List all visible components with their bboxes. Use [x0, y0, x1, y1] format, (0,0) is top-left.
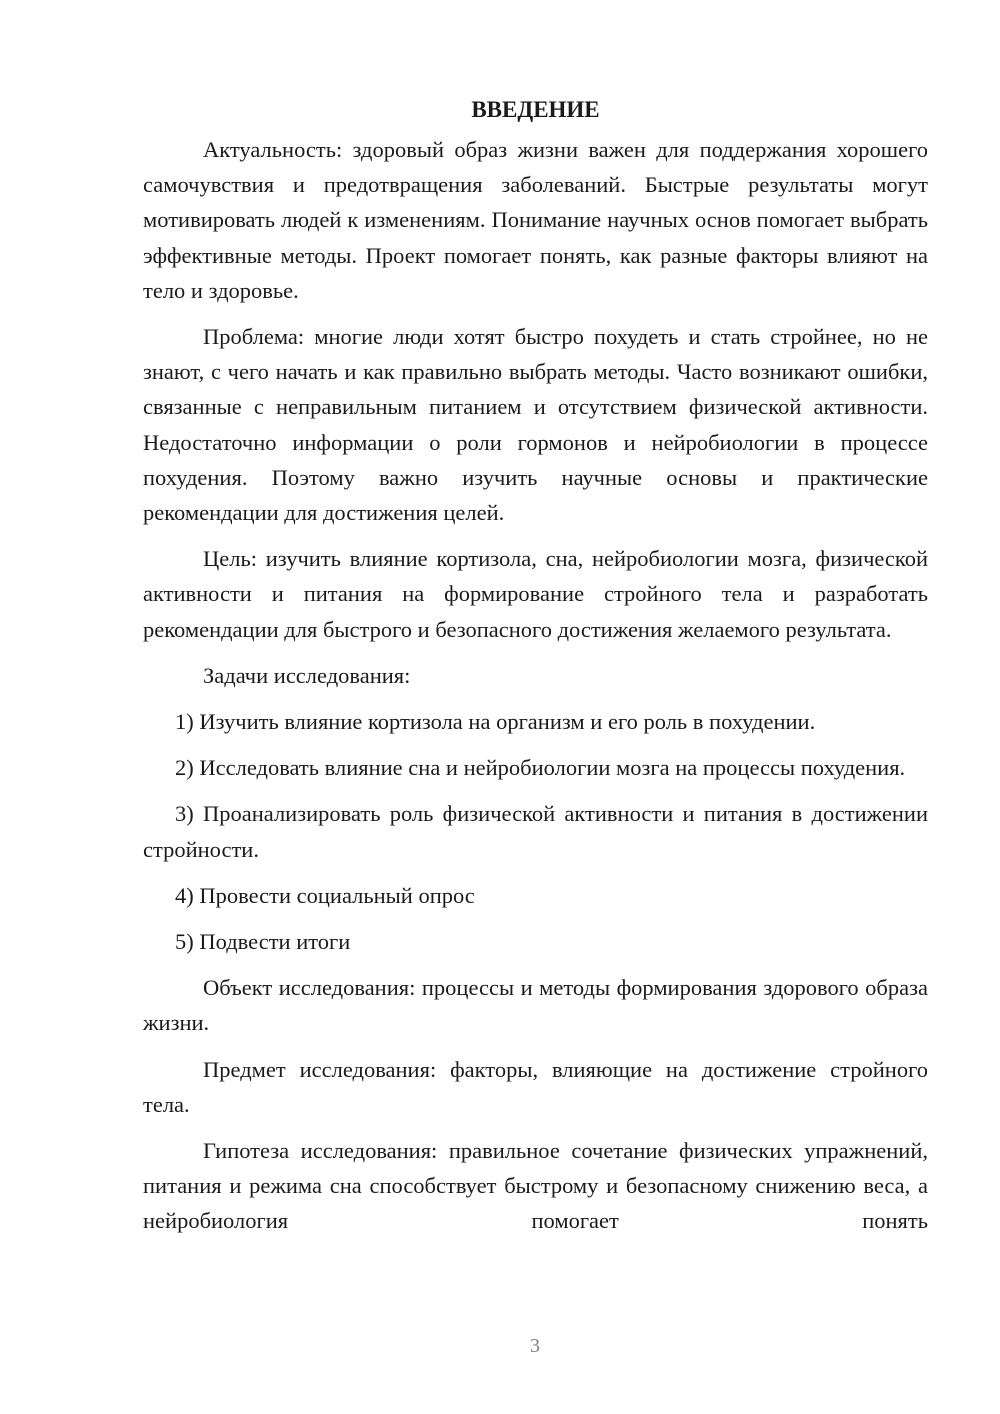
- paragraph-problem: Проблема: многие люди хотят быстро похудеть и стать стройнее, но не знают, с чего начать и как правильно выбрать методы. Часто возникают ошибки, связанные с неправильным питанием и отсутствием физической активности. Недостаточно информации о роли гормонов и нейробиологии в процессе похудения. Поэтому важно изучить научные основы и практические рекомендации для достижения целей.: [143, 324, 928, 526]
- paragraph-object: Объект исследования: процессы и методы формирования здорового образа жизни.: [143, 975, 928, 1036]
- paragraph-relevance: Актуальность: здоровый образ жизни важен для поддержания хорошего самочувствия и предотвращения заболеваний. Быстрые результаты могут мотивировать людей к изменениям. Понимание научных основ помогает выбрать эффективные методы. Проект помогает понять, как разные факторы влияют на тело и здоровье.: [143, 137, 928, 303]
- page-title: ВВЕДЕНИЕ: [471, 97, 600, 122]
- task-item-1: 1) Изучить влияние кортизола на организм и его роль в похудении.: [175, 709, 816, 735]
- document-page: [143, 92, 928, 1239]
- task-item-5: 5) Подвести итоги: [175, 929, 351, 955]
- paragraph-hypothesis: Гипотеза исследования: правильное сочетание физических упражнений, питания и режима сна способствует быстрому и безопасному снижению веса, а нейробиология помогает понять: [143, 1138, 928, 1234]
- page-number: 3: [530, 1335, 540, 1357]
- paragraph-goal: Цель: изучить влияние кортизола, сна, нейробиологии мозга, физической активности и питания на формирование стройного тела и разработать рекомендации для быстрого и безопасного достижения желаемого результата.: [143, 546, 928, 642]
- task-item-3: 3) Проанализировать роль физической активности и питания в достижении стройности.: [143, 801, 928, 862]
- task-item-2: 2) Исследовать влияние сна и нейробиологии мозга на процессы похудения.: [175, 755, 906, 781]
- paragraph-tasks-heading: Задачи исследования:: [203, 662, 411, 688]
- task-item-4: 4) Провести социальный опрос: [175, 882, 475, 908]
- paragraph-subject: Предмет исследования: факторы, влияющие на достижение стройного тела.: [143, 1056, 928, 1117]
